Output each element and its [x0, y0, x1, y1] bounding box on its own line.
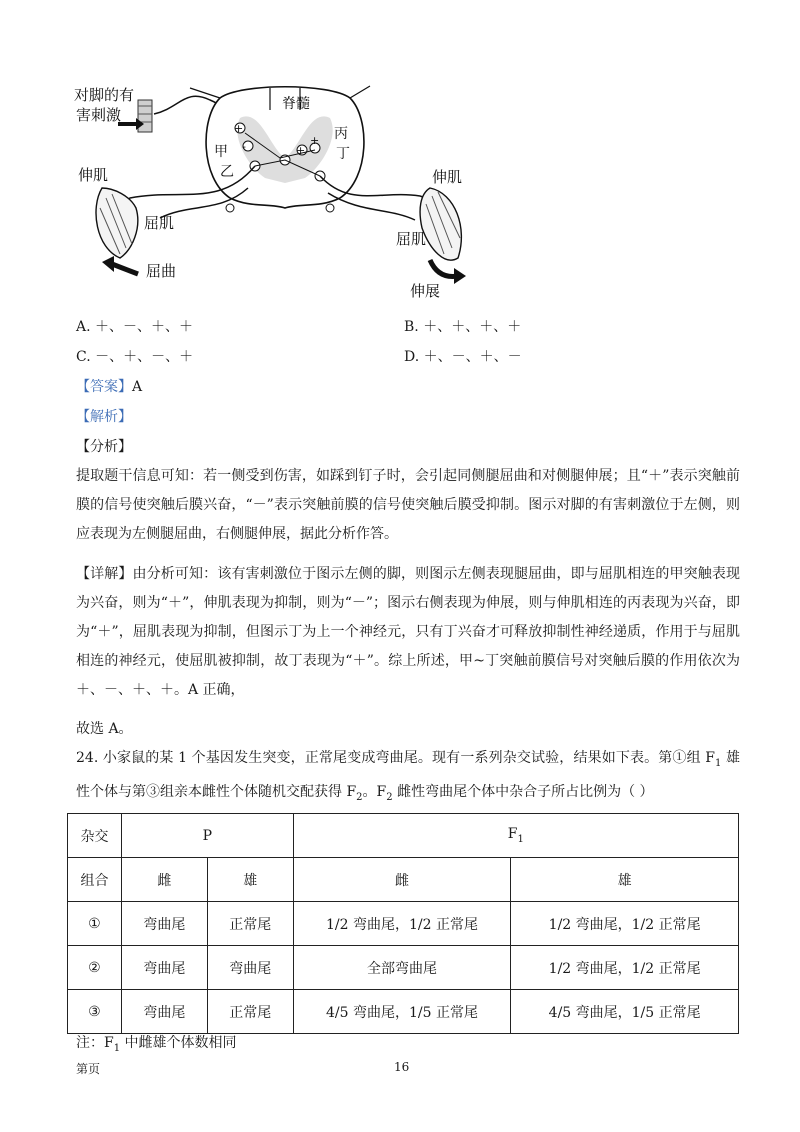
note-prefix: 注：F [76, 1035, 114, 1051]
row-group-label: 组合 [68, 858, 122, 902]
label-bing: 丙 [334, 126, 348, 142]
p-male-header: 雄 [207, 858, 293, 902]
label-ding: 丁 [336, 146, 350, 162]
fenxi-heading [76, 436, 132, 456]
footer-page-label: 第页 [76, 1062, 101, 1076]
table-row [68, 990, 739, 1034]
jiexi-heading [76, 406, 132, 426]
svg-text:+: + [310, 134, 320, 147]
q24-part2: 雄性个体与第③组亲本雌性个体随机交配获得 F [76, 750, 740, 800]
table-header-row [68, 814, 739, 858]
q24-part3: 。F [362, 783, 387, 800]
skin-receptor [138, 100, 152, 132]
reflex-diagram [70, 78, 470, 310]
f1-male: 1/2 弯曲尾，1/2 正常尾 [511, 946, 739, 990]
label-jia: 甲 [214, 144, 228, 160]
header-f1 [293, 814, 738, 858]
svg-text:-: - [242, 140, 246, 153]
extend-action-label: 伸展 [410, 282, 441, 300]
answer-open: 【 [76, 379, 90, 395]
p-female: 弯曲尾 [121, 902, 207, 946]
p-male: 正常尾 [207, 902, 293, 946]
svg-text:+: + [296, 144, 306, 157]
q24-sub3: 2 [386, 791, 393, 803]
option-a: A. ＋、－、＋、＋ [76, 319, 194, 335]
jiexi-label: 解析 [90, 409, 118, 425]
f1-male-header: 雄 [511, 858, 739, 902]
right-extensor-label: 伸肌 [432, 168, 463, 186]
note-sub: 1 [113, 1042, 121, 1054]
note-suffix: 中雌雄个体数相同 [120, 1035, 237, 1051]
option-c: C. －、＋、－、＋ [76, 349, 194, 365]
answer-value: A [132, 379, 143, 395]
jiexi-close: 】 [118, 409, 132, 425]
question-24-text [76, 744, 740, 812]
stimulus-label-1: 对脚的有 [74, 86, 135, 104]
svg-text:+: + [234, 122, 244, 135]
conclusion: 故选 A。 [76, 721, 133, 737]
answer-line [76, 376, 142, 396]
fenxi-heading-text: 【分析】 [76, 439, 132, 455]
q24-part4: 雌性弯曲尾个体中杂合子所占比例为（ ） [392, 783, 654, 800]
f1-female: 1/2 弯曲尾，1/2 正常尾 [293, 902, 511, 946]
f1-female: 4/5 弯曲尾，1/5 正常尾 [293, 990, 511, 1034]
analysis-paragraph [76, 462, 740, 549]
analysis-text: 提取题干信息可知：若一侧受到伤害，如踩到钉子时，会引起同侧腿屈曲和对侧腿伸展；且“＋”表示突触前膜的信号使突触后膜兴奋，“－”表示突触前膜的信号使突触后膜受抑制。图示对脚的有害刺激位于左侧，则应表现为左侧腿屈曲，右侧腿伸展，据此分析作答。 [76, 468, 740, 542]
detail-text: 由分析可知：该有害刺激位于图示左侧的脚，则图示左侧表现腿屈曲，即与屈肌相连的甲突触表现为兴奋，则为“＋”，伸肌表现为抑制，则为“－”；图示右侧表现为伸展，则与伸肌相连的丙表现为兴奋，即为“＋”，屈肌表现为抑制，但图示丁为上一个神经元，只有丁兴奋才可释放抑制性神经递质，作用于与屈肌相连的神经元，使屈肌被抑制，故丁表现为“＋”。综上所述，甲~丁突触前膜信号对突触后膜的作用依次为＋、－、＋、＋。A 正确， [76, 566, 741, 698]
extend-arrow [430, 260, 458, 276]
detail-heading: 【详解】 [76, 566, 133, 582]
question-number: 24. [76, 750, 99, 766]
right-flexor-label: 屈肌 [396, 230, 427, 248]
spinal-cord-label: 脊髓 [282, 96, 310, 112]
table-subheader-row [68, 858, 739, 902]
detail-paragraph [76, 560, 740, 705]
p-female-header: 雌 [121, 858, 207, 902]
p-female: 弯曲尾 [121, 990, 207, 1034]
p-male: 弯曲尾 [207, 946, 293, 990]
table-row [68, 946, 739, 990]
detail-text-block [76, 560, 740, 705]
q24-sub2: 2 [356, 791, 363, 803]
group-id: ② [68, 946, 122, 990]
p-male: 正常尾 [207, 990, 293, 1034]
header-p: P [121, 814, 293, 858]
footer-page-number: 16 [394, 1060, 410, 1074]
group-id: ③ [68, 990, 122, 1034]
answer-close: 】 [118, 379, 132, 395]
stimulus-label-2: 害刺激 [76, 106, 122, 124]
jiexi-open: 【 [76, 409, 90, 425]
f1-female: 全部弯曲尾 [293, 946, 511, 990]
f1-female-header: 雌 [293, 858, 511, 902]
option-d: D. ＋、－、＋、－ [404, 349, 522, 365]
flex-arrow [112, 264, 138, 274]
flex-action-label: 屈曲 [146, 262, 177, 280]
answer-label: 答案 [90, 379, 118, 395]
f1-male: 1/2 弯曲尾，1/2 正常尾 [511, 902, 739, 946]
f1-male: 4/5 弯曲尾，1/5 正常尾 [511, 990, 739, 1034]
header-cross: 杂交 [68, 814, 122, 858]
left-flexor-label: 屈肌 [144, 214, 175, 232]
q24-part1: 小家鼠的某 1 个基因发生突变，正常尾变成弯曲尾。现有一系列杂交试验，结果如下表。第①组 F [102, 750, 716, 766]
q24-sub1: 1 [715, 757, 722, 769]
question-24 [76, 744, 740, 812]
header-f1-text: F [507, 826, 518, 843]
table-row [68, 902, 739, 946]
cross-table [67, 813, 739, 1034]
left-extensor-label: 伸肌 [78, 166, 109, 184]
table-note [76, 1032, 237, 1054]
header-f1-sub: 1 [517, 833, 524, 845]
option-b: B. ＋、＋、＋、＋ [404, 319, 522, 335]
group-id: ① [68, 902, 122, 946]
p-female: 弯曲尾 [121, 946, 207, 990]
label-yi: 乙 [220, 164, 234, 180]
